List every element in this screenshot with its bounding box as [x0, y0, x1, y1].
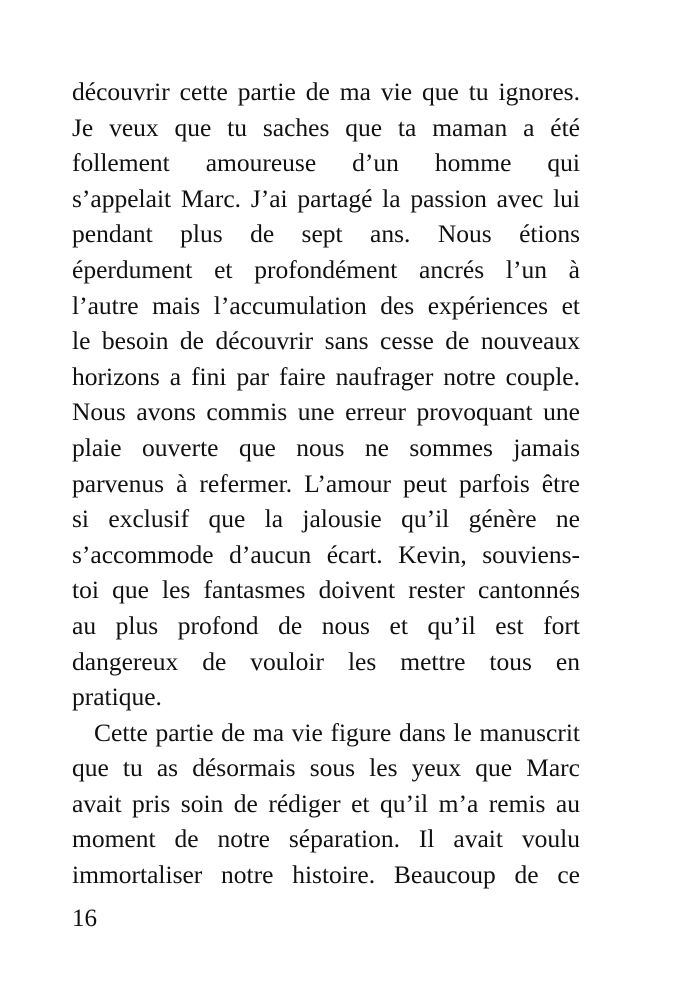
- text-line: le besoin de découvrir sans cesse de nouveaux: [72, 326, 580, 356]
- text-line: s’accommode d’aucun écart. Kevin, souviens-: [72, 539, 580, 569]
- text-line: que tu as désormais sous les yeux que Marc: [72, 753, 580, 783]
- body-text: [72, 74, 580, 893]
- text-line: Cette partie de ma vie figure dans le manuscrit: [94, 717, 580, 747]
- text-line: s’appelait Marc. J’ai partagé la passion avec lui: [72, 183, 580, 213]
- text-line: follement amoureuse d’un homme qui: [72, 148, 580, 178]
- text-line: pratique.: [72, 682, 162, 712]
- text-line: découvrir cette partie de ma vie que tu ignores.: [72, 77, 580, 106]
- text-line: avait pris soin de rédiger et qu’il m’a remis au: [72, 788, 580, 818]
- text-line: dangereux de vouloir les mettre tous en: [72, 646, 580, 676]
- text-line: éperdument et profondément ancrés l’un à: [72, 254, 580, 284]
- text-line: Je veux que tu saches que ta maman a été: [72, 112, 580, 142]
- text-line: Nous avons commis une erreur provoquant une: [72, 397, 580, 427]
- text-line: au plus profond de nous et qu’il est fort: [72, 610, 580, 640]
- text-line: horizons a fini par faire naufrager notre couple.: [72, 361, 580, 391]
- text-line: parvenus à refermer. L’amour peut parfois être: [72, 468, 580, 498]
- page-number: 16: [72, 905, 97, 932]
- text-line: toi que les fantasmes doivent rester cantonnés: [72, 575, 580, 605]
- text-line: moment de notre séparation. Il avait voulu: [72, 824, 580, 854]
- text-line: immortaliser notre histoire. Beaucoup de ce: [72, 860, 580, 890]
- text-line: plaie ouverte que nous ne sommes jamais: [72, 432, 580, 462]
- text-line: si exclusif que la jalousie qu’il génère ne: [72, 504, 580, 534]
- text-line: pendant plus de sept ans. Nous étions: [72, 219, 580, 249]
- text-line: l’autre mais l’accumulation des expériences et: [72, 290, 580, 320]
